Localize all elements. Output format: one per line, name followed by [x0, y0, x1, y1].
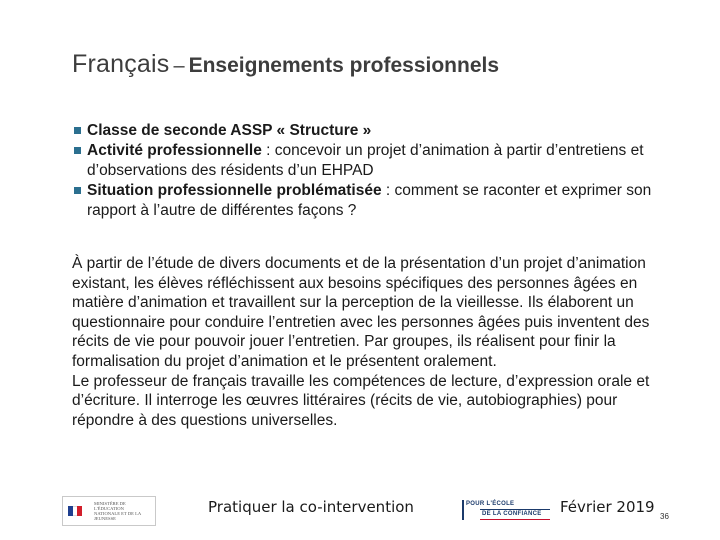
french-flag-icon [68, 506, 82, 516]
square-bullet-icon [74, 187, 81, 194]
bullet-bold-text: Activité professionnelle [87, 142, 262, 159]
square-bullet-icon [74, 127, 81, 134]
bullet-item [74, 141, 674, 181]
bullet-item [74, 121, 674, 141]
bullet-bold-text: Situation professionnelle problématisée [87, 182, 382, 199]
logo-bar [462, 500, 464, 520]
footer [0, 490, 720, 530]
ecole-logo-line2: DE LA CONFIANCE [480, 509, 550, 520]
ecole-logo-line1: POUR L'ÉCOLE [466, 501, 515, 507]
title-subtitle: Enseignements professionnels [188, 54, 500, 77]
square-bullet-icon [74, 147, 81, 154]
bullet-text: : comment se raconter et exprimer son rapport à l’autre de différentes façons ? [87, 182, 652, 219]
body-paragraph: À partir de l’étude de divers documents et de la présentation d’un projet d’animation existant, les élèves réfléchissent aux besoins spécifiques des personnes âgées en matière d’animation et travaillent sur la perception de la vieillesse. Ils élaborent un questionnaire pour conduire l’entretien avec les personnes âgées puis inventent des récits de vie pour pouvoir jouer l’entretien. Par groupes, ils réalisent pour finir la formalisation du projet d’animation et le présentent oralement. [72, 255, 650, 370]
bullet-text: : concevoir un projet d’animation à partir d’entretiens et d’observations des résidents d’un EHPAD [87, 142, 644, 179]
ministry-logo [62, 496, 156, 526]
body-paragraph: Le professeur de français travaille les compétences de lecture, d’expression orale et d’écriture. Il interroge les œuvres littéraires (récits de vie, autobiographies) pour répondre à des questions universelles. [72, 372, 650, 429]
bullet-item [74, 181, 674, 221]
ecole-confiance-logo [462, 496, 550, 524]
body-text [72, 254, 682, 430]
footer-title: Pratiquer la co-intervention [208, 498, 414, 516]
slide-title [72, 50, 692, 79]
page-number: 36 [660, 512, 669, 521]
title-main: Français [72, 50, 170, 78]
ministry-logo-text: MINISTÈRE DE L'ÉDUCATION NATIONALE ET DE LA JEUNESSE [94, 501, 141, 521]
bullet-list [74, 121, 674, 221]
footer-date: Février 2019 [560, 498, 655, 516]
bullet-bold-text: Classe de seconde ASSP « Structure » [87, 122, 372, 139]
title-separator: – [173, 55, 185, 77]
